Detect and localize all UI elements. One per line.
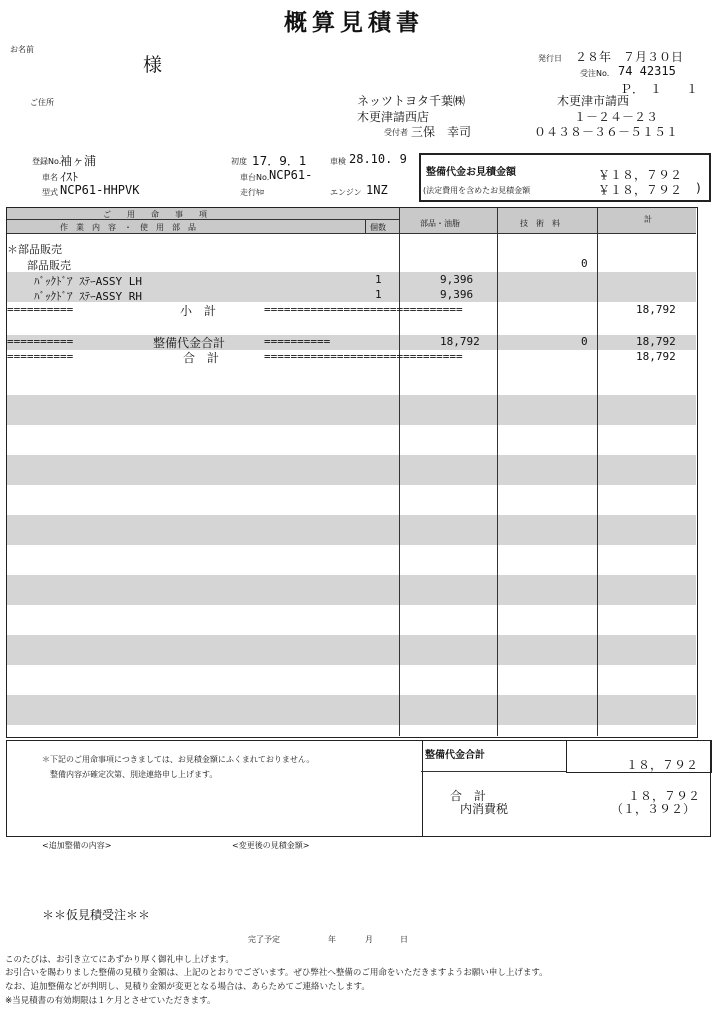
legal-estimate-label: (法定費用を含めたお見積金額 bbox=[423, 186, 531, 195]
receiver-name: 三保 幸司 bbox=[411, 125, 472, 139]
summary-divider bbox=[421, 771, 566, 772]
table-stripe bbox=[7, 590, 696, 605]
order-no-label: 受注No. bbox=[580, 69, 610, 78]
model-name-label: 車名 bbox=[42, 173, 58, 182]
table-stripe bbox=[7, 335, 696, 350]
header-labor: 技 術 料 bbox=[520, 219, 560, 228]
model-name-value: ｲｽﾄ bbox=[60, 170, 79, 184]
table-stripe bbox=[7, 635, 696, 650]
dealer-branch: 木更津請西店 bbox=[357, 110, 430, 124]
seibi-labor: 0 bbox=[581, 335, 588, 348]
estimate-label: 整備代金お見積金額 bbox=[426, 167, 516, 178]
row-separator: ========== bbox=[7, 303, 74, 316]
row-desc: ＊部品販売 bbox=[7, 243, 62, 256]
completion-label: 完了予定 bbox=[248, 935, 280, 944]
receiver-label: 受付者 bbox=[384, 128, 408, 137]
inspection-label: 車検 bbox=[330, 157, 346, 166]
subtotal-label: 小 計 bbox=[180, 304, 217, 318]
row-separator: ============================== bbox=[264, 350, 463, 363]
first-reg-label: 初度 bbox=[231, 157, 247, 166]
table-stripe bbox=[7, 455, 696, 470]
honorific: 様 bbox=[143, 54, 163, 76]
frame-value: NCP61- bbox=[269, 168, 313, 182]
row-desc: 部品販売 bbox=[16, 259, 71, 272]
legal-estimate-value: ￥１８，７９２ bbox=[598, 183, 683, 197]
estimate-close-paren: ) bbox=[696, 181, 701, 195]
row-parts: 9,396 bbox=[440, 288, 474, 301]
page-number: Ｐ． １ １ bbox=[620, 82, 699, 96]
footer-line-4: ※当見積書の有効期限は１ケ月とさせていただきます。 bbox=[5, 996, 216, 1006]
header-top: ご 用 命 事 項 bbox=[103, 210, 207, 219]
seibi-parts: 18,792 bbox=[440, 335, 480, 348]
additional-label: <追加整備の内容> bbox=[42, 841, 112, 850]
col-line-labor bbox=[497, 208, 498, 736]
row-separator: ========== bbox=[264, 335, 331, 348]
reg-value: 袖ヶ浦 bbox=[60, 154, 97, 168]
document-title: 概算見積書 bbox=[284, 10, 424, 36]
name-label: お名前 bbox=[10, 45, 34, 54]
footer-line-2: お引合いを賜わりました整備の見積り金額は、上記のとおりでございます。ぜひ弊社へ整備のご用命をいただきますようお願い申し上げます。 bbox=[5, 968, 548, 978]
table-stripe bbox=[7, 650, 696, 665]
row-desc: ﾊﾞｯｸﾄﾞｱ ｽﾃｰASSY RH bbox=[34, 290, 142, 303]
col-line-qty-header bbox=[365, 219, 366, 233]
engine-value: 1NZ bbox=[366, 183, 388, 197]
inspection-value: 28.10. 9 bbox=[349, 152, 407, 166]
row-parts: 9,396 bbox=[440, 273, 474, 286]
frame-label: 車台No. bbox=[240, 173, 270, 182]
table-stripe bbox=[7, 410, 696, 425]
summary-seibi-label: 整備代金合計 bbox=[425, 750, 485, 761]
address-label: ご住所 bbox=[30, 98, 54, 107]
table-stripe bbox=[7, 530, 696, 545]
issue-date-label: 発行日 bbox=[538, 54, 562, 63]
dealer-company: ネッツトヨタ千葉㈱ bbox=[357, 94, 466, 108]
first-reg-value: 17．9．1 bbox=[252, 154, 307, 168]
reg-label: 登録No. bbox=[32, 157, 62, 166]
header-bottom-line bbox=[7, 233, 696, 234]
provisional-note: ＊＊仮見積受注＊＊ bbox=[42, 908, 151, 922]
type-value: NCP61-HHPVK bbox=[60, 183, 140, 197]
header-work: 作 業 内 容 ・ 使 用 部 品 bbox=[60, 223, 196, 232]
header-parts: 部品・油脂 bbox=[420, 219, 460, 228]
note-line-1: ＊下記のご用命事項につきましては、お見積金額にふくまれておりません。 bbox=[42, 755, 315, 764]
row-separator: ========== bbox=[7, 335, 74, 348]
row-separator: ========== bbox=[7, 350, 74, 363]
year-label: 年 bbox=[328, 935, 336, 944]
row-desc: ﾊﾞｯｸﾄﾞｱ ｽﾃｰASSY LH bbox=[34, 275, 142, 288]
footer-line-1: このたびは、お引き立てにあずかり厚く御礼申し上げます。 bbox=[5, 955, 234, 965]
table-stripe bbox=[7, 695, 696, 710]
engine-label: エンジン bbox=[330, 188, 362, 197]
summary-tax-value: （１，３９２） bbox=[611, 802, 696, 816]
header-total: 計 bbox=[644, 215, 652, 224]
order-no: 74 42315 bbox=[618, 64, 676, 78]
issue-date: ２８年 ７月３０日 bbox=[575, 50, 684, 64]
summary-seibi-value: １８，７９２ bbox=[626, 758, 699, 772]
col-line-parts bbox=[399, 208, 400, 736]
day-label: 日 bbox=[400, 935, 408, 944]
table-stripe bbox=[7, 575, 696, 590]
grand-total: 18,792 bbox=[636, 350, 676, 363]
dealer-city: 木更津市請西 bbox=[557, 94, 630, 108]
table-stripe bbox=[7, 395, 696, 410]
summary-total-value: １８，７９２ bbox=[628, 789, 701, 803]
dealer-phone: ０４３８－３６－５１５１ bbox=[534, 125, 679, 139]
row-separator: ============================== bbox=[264, 303, 463, 316]
estimate-value: ￥１８，７９２ bbox=[598, 168, 683, 182]
table-stripe bbox=[7, 470, 696, 485]
row-qty: 1 bbox=[375, 288, 382, 301]
dealer-block: １－２４－２３ bbox=[574, 110, 659, 124]
table-stripe bbox=[7, 710, 696, 725]
footer-line-3: なお、追加整備などが判明し、見積り金額が変更となる場合は、あらためてご連絡いたします。 bbox=[5, 982, 370, 992]
header-qty: 個数 bbox=[370, 223, 386, 232]
table-stripe bbox=[7, 515, 696, 530]
subtotal-value: 18,792 bbox=[636, 303, 676, 316]
type-label: 型式 bbox=[42, 188, 58, 197]
row-labor: 0 bbox=[581, 257, 588, 270]
note-line-2: 整備内容が確定次第、別途連絡申し上げます。 bbox=[50, 770, 218, 779]
seibi-total-label: 整備代金合計 bbox=[153, 336, 226, 350]
grand-total-label: 合 計 bbox=[183, 351, 220, 365]
month-label: 月 bbox=[365, 935, 373, 944]
summary-tax-label: 内消費税 bbox=[460, 802, 509, 816]
row-qty: 1 bbox=[375, 273, 382, 286]
seibi-total: 18,792 bbox=[636, 335, 676, 348]
changed-label: <変更後の見積金額> bbox=[232, 841, 310, 850]
col-line-total bbox=[597, 208, 598, 736]
summary-total-label: 合 計 bbox=[450, 789, 487, 803]
mileage-label: 走行ｷﾛ bbox=[240, 188, 264, 197]
